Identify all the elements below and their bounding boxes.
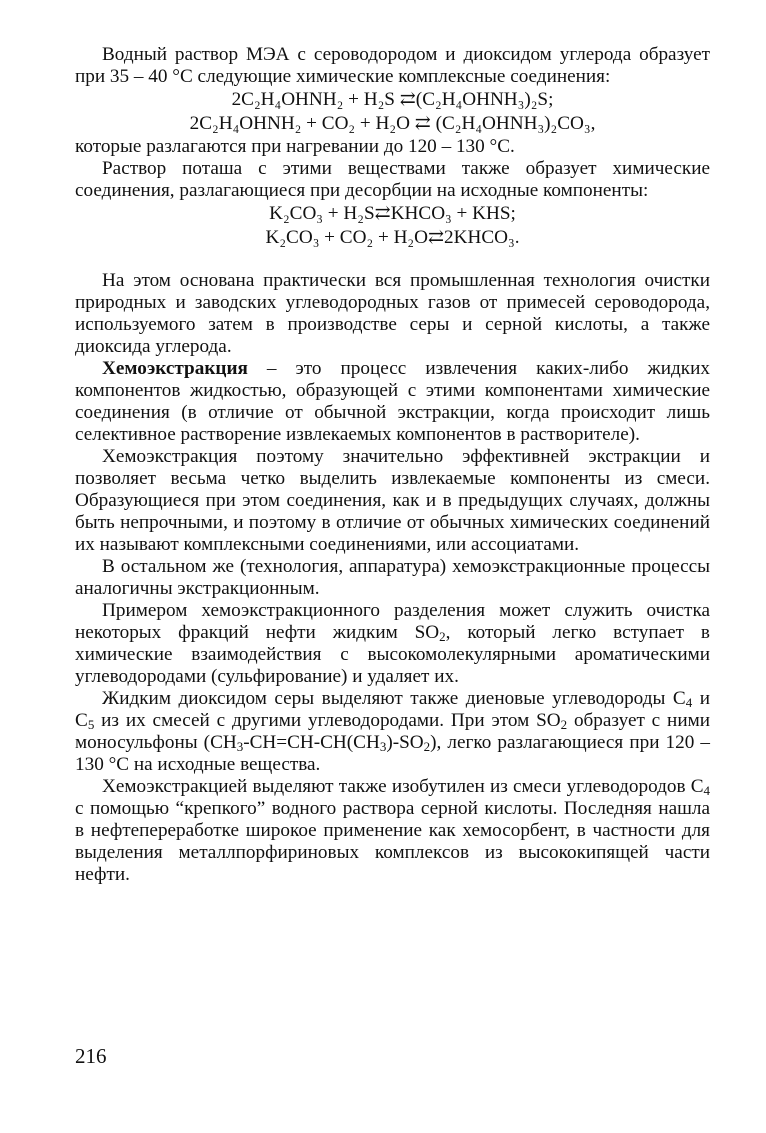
paragraph-gap	[75, 250, 710, 270]
term-chemoextraction: Хемоэкстракция	[102, 358, 248, 379]
paragraph-potash: Раствор поташа с этими веществами также образует химические соединения, разлагающиеся при десорбции на исходные компоненты:	[75, 158, 710, 201]
equation-potash-co2: K₂CO₃ + CO₂ + H₂O⇄2KHCO₃.	[265, 227, 520, 248]
paragraph-definition: Хемоэкстракция – это процесс извлечения каких-либо жидких компонентов жидкостью, образующей с этими компонентами химические соединения (в отличие от обычной экстракции, когда происходит лишь селективное растворение извлекаемых компонентов в растворителе).	[75, 358, 710, 445]
page-number: 216	[75, 1044, 107, 1068]
paragraph-dienes: Жидким диоксидом серы выделяют также диеновые углеводороды $С_4$ и $С_5$ из их смесей с другими углеводородами. При этом $SO_2$ образует с ними моносульфоны $(CH_3-CH=CH-CH(CH_3)-SO_2)$, легко разлагающиеся при 120 – 130 °С на исходные вещества.	[75, 688, 710, 775]
paragraph-mea: Водный раствор МЭА с сероводородом и диоксидом углерода образует при 35 – 40 °С следующие химические комплексные соединения:	[75, 44, 710, 87]
equation-mea-h2s: 2C₂H₄OHNH₂ + H₂S ⇄(C₂H₄OHNH₃)₂S;	[231, 89, 554, 110]
paragraph-industrial: На этом основана практически вся промышленная технология очистки природных и заводских углеводородных газов от примесей сероводорода, используемого затем в производстве серы и серной кислоты, а также диоксида углерода.	[75, 270, 710, 357]
paragraph-so2-example: Примером хемоэкстракционного разделения может служить очистка некоторых фракций нефти жидким $SO_2$, который легко вступает в химические взаимодействия с высокомолекулярными ароматическими углеводородами (сульфирование) и удаляет их.	[75, 600, 710, 687]
paragraph-isobutylene: Хемоэкстракцией выделяют также изобутилен из смеси углеводородов $С_4$ с помощью “крепкого” водного раствора серной кислоты. Последняя нашла в нефтепереработке широкое применение как хемосорбент, в частности для выделения металлпорфириновых комплексов из высококипящей части нефти.	[75, 776, 710, 885]
paragraph-efficiency: Хемоэкстракция поэтому значительно эффективней экстракции и позволяет весьма четко выделить извлекаемые компоненты из смеси. Образующиеся при этом соединения, как и в предыдущих случаях, должны быть непрочными, и поэтому в отличие от обычных химических соединений их называют комплексными соединениями, или ассоциатами.	[75, 446, 710, 555]
paragraph-technology: В остальном же (технология, аппаратура) хемоэкстракционные процессы аналогичны экстракционным.	[75, 556, 710, 599]
equation-mea-co2: 2C₂H₄OHNH₂ + CO₂ + H₂O ⇄ (C₂H₄OHNH₃)₂CO₃,	[189, 113, 596, 134]
equation-potash-h2s: K₂CO₃ + H₂S⇄KHCO₃ + KHS;	[269, 203, 516, 224]
paragraph-decompose: которые разлагаются при нагревании до 120 – 130 °С.	[75, 136, 515, 157]
body-text	[75, 44, 710, 886]
